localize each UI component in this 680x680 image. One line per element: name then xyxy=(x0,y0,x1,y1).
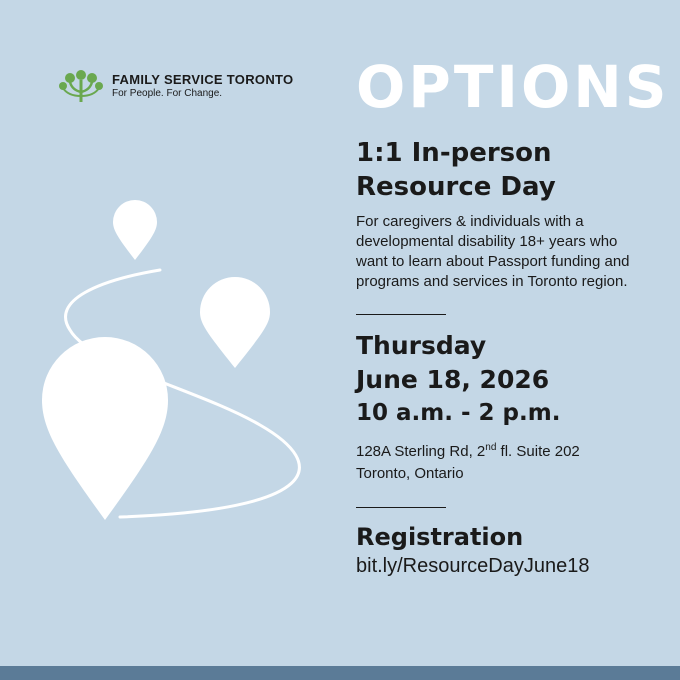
map-pin-icon xyxy=(113,200,157,260)
bottom-bar xyxy=(0,666,680,680)
event-description: For caregivers & individuals with a developmental disability 18+ years who want to learn about Passport funding and programs and services in Toronto region. xyxy=(356,213,630,290)
divider xyxy=(356,314,446,315)
registration-link[interactable]: bit.ly/ResourceDayJune18 xyxy=(356,555,590,577)
event-info xyxy=(356,53,670,580)
headline: OPTIONS xyxy=(356,53,670,121)
event-date: June 18, 2026 xyxy=(356,365,550,394)
org-logo xyxy=(56,66,293,106)
divider xyxy=(356,507,446,508)
address-sup: nd xyxy=(485,442,497,453)
event-day: Thursday xyxy=(356,331,487,360)
tree-logo-icon xyxy=(56,66,106,106)
address-city: Toronto, Ontario xyxy=(356,465,464,482)
address-prefix: 128A Sterling Rd, 2 xyxy=(356,443,486,460)
event-address xyxy=(356,437,656,485)
map-pin-icon xyxy=(42,337,168,520)
event-time: 10 a.m. - 2 p.m. xyxy=(356,400,561,426)
event-title-line1: 1:1 In-person xyxy=(356,138,552,168)
journey-illustration xyxy=(30,190,350,530)
org-name: FAMILY SERVICE TORONTO xyxy=(112,72,294,87)
map-pin-icon xyxy=(200,277,270,368)
registration-title: Registration xyxy=(356,523,524,551)
event-title-line2: Resource Day xyxy=(356,172,556,202)
org-tagline: For People. For Change. xyxy=(112,88,223,99)
address-suffix: fl. Suite 202 xyxy=(496,443,580,460)
